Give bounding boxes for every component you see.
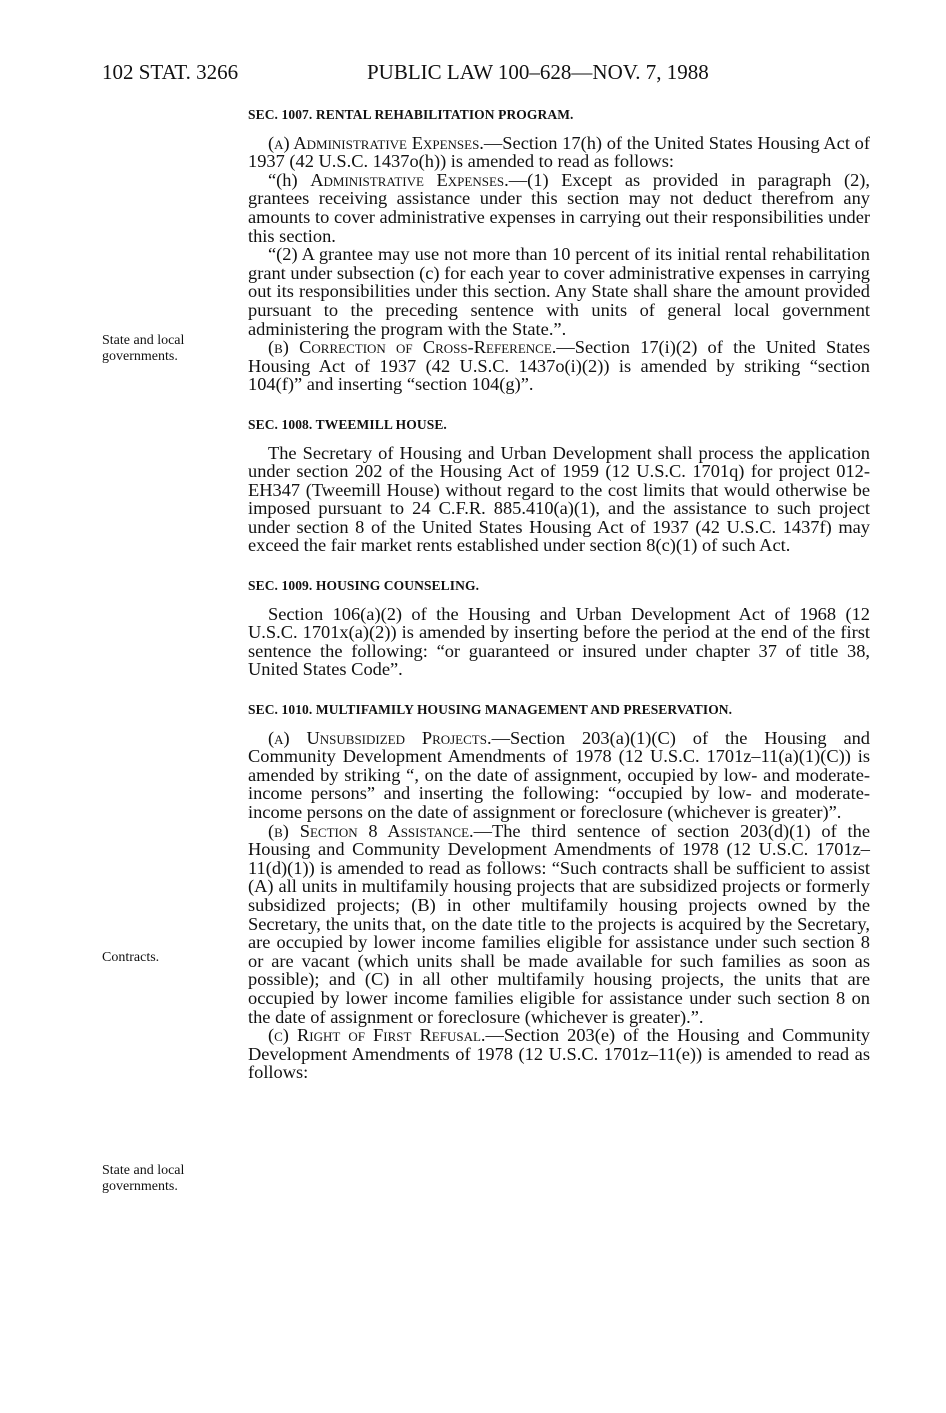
section-1007-b-label: (b) Correction of Cross-Reference. [268, 337, 557, 358]
section-gap [248, 679, 870, 701]
section-1009-heading: SEC. 1009. HOUSING COUNSELING. [248, 578, 480, 594]
section-gap [248, 555, 870, 577]
section-1009-text: Section 106(a)(2) of the Housing and Urban Development Act of 1968 (12 U.S.C. 1701x(a)(2)) is amended by inserting before the period at the end of the first sentence the following: “or guaranteed or insured under chapter 37 of title 38, United States Code”. [248, 603, 870, 680]
section-1010-paragraph-c [248, 1026, 870, 1082]
margin-note-contracts: Contracts. [102, 950, 160, 965]
section-1010-a-text: —Section 203(a)(1)(C) of the Housing and Community Development Amendments of 1978 (12 U.S.C. 1701z–11(a)(1)(C)) is amended by striking “, on the date of assignment, occupied by low- and moderate-income persons” and inserting the following: “occupied by low- and moderate-income persons on the date of assignment or foreclosure (whichever is greater)”. [248, 727, 870, 822]
document-body [248, 106, 870, 1082]
section-1007-h-open: “(h) [268, 169, 311, 190]
section-1007-a-text: —Section 17(h) of the United States Housing Act of 1937 (42 U.S.C. 1437o(h)) is amended to read as follows: [248, 132, 870, 172]
section-1007-b-text: —Section 17(i)(2) of the United States Housing Act of 1937 (42 U.S.C. 1437o(i)(2)) is amended by striking “section 104(f)” and inserting “section 104(g)”. [248, 337, 870, 395]
section-1007-paragraph-b [248, 338, 870, 394]
statute-page-number: 102 STAT. 3266 [102, 60, 239, 84]
section-1007-h-text: —(1) Except as provided in paragraph (2), grantees receiving assistance under this section may not deduct therefrom any amounts to cover administrative expenses in carrying out their responsibilities under this section. [248, 169, 870, 246]
section-1007-heading: SEC. 1007. RENTAL REHABILITATION PROGRAM. [248, 107, 574, 122]
section-1010-paragraph-a [248, 729, 870, 822]
margin-note-state-local-1: State and local governments. [102, 333, 185, 364]
margin-note-state-local-2: State and local governments. [102, 1163, 185, 1194]
section-1007-h-label: Administrative Expenses. [310, 169, 509, 190]
section-1008-text: The Secretary of Housing and Urban Development shall process the application under section 202 of the Housing Act of 1959 (12 U.S.C. 1701q) for project 012-EH347 (Tweemill House) without regard to the cost limits that would otherwise be imposed pursuant to 24 C.F.R. 885.410(a)(1), and the assistance to such project under section 8 of the United States Housing Act of 1937 (42 U.S.C. 1437f) may exceed the fair market rents established under section 8(c)(1) of such Act. [248, 442, 870, 556]
section-1010-b-label: (b) Section 8 Assistance. [268, 820, 474, 841]
section-1007-a-label: (a) Administrative Expenses. [268, 132, 484, 153]
section-1007-paragraph-a [248, 134, 870, 171]
section-1010-paragraph-b [248, 822, 870, 1027]
section-1010-b-text: —The third sentence of section 203(d)(1) of the Housing and Community Development Amendments of 1978 (12 U.S.C. 1701z–11(d)(1)) is amended to read as follows: “Such contracts shall be sufficient to assist (A) all units in multifamily housing projects that are subsidized projects or formerly subsidized projects; (B) in other multifamily housing projects owned by the Secretary, the units that, on the date title to the projects is acquired by the Secretary, are occupied by lower income families eligible for assistance under such section 8 or are vacant (which units shall be made available for such families as soon as possible); and (C) in all other multifamily housing projects, the units that are occupied by lower income families eligible for assistance under such section 8 on the date of assignment or foreclosure (whichever is greater).”. [248, 820, 870, 1027]
section-1008-heading: SEC. 1008. TWEEMILL HOUSE. [248, 416, 447, 432]
section-1007-paragraph-2: “(2) A grantee may use not more than 10 percent of its initial rental rehabilitation grant under subsection (c) for each year to cover administrative expenses in carrying out its responsibilities under this section. Any State shall share the amount provided pursuant to the preceding sentence with units of general local government administering the program with the State.”. [248, 244, 870, 339]
section-1010-heading: SEC. 1010. MULTIFAMILY HOUSING MANAGEMENT AND PRESERVATION. [248, 702, 733, 718]
section-1007-paragraph-h [248, 171, 870, 245]
section-1010-c-text: —Section 203(e) of the Housing and Community Development Amendments of 1978 (12 U.S.C. 1701z–11(e)) is amended to read as follows: [248, 1025, 870, 1083]
section-1010-c-label: (c) Right of First Refusal. [268, 1025, 486, 1046]
public-law-citation: PUBLIC LAW 100–628—NOV. 7, 1988 [367, 60, 709, 84]
section-1010-a-label: (a) Unsubsidized Projects. [268, 727, 492, 748]
page-header [102, 60, 872, 88]
section-gap [248, 394, 870, 416]
